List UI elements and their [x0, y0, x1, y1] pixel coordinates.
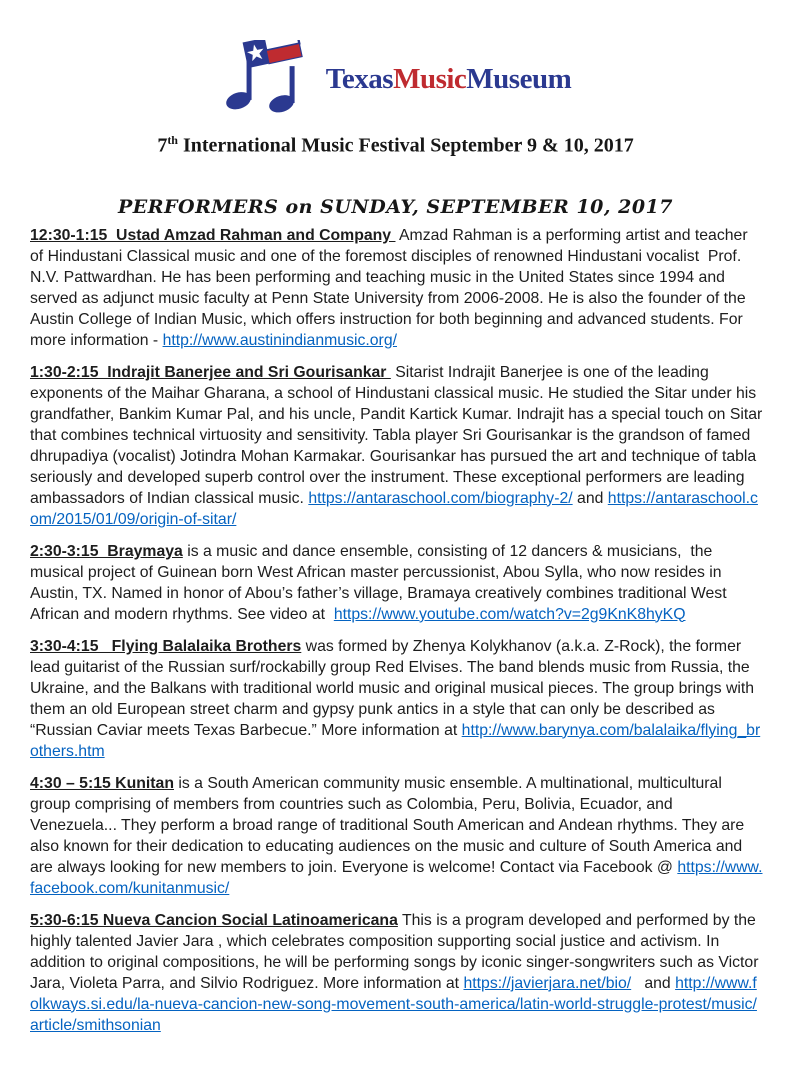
performer-text: Amzad Rahman is a performing artist and teacher of Hindustani Classical music and one of the foremost disciples of renowned Hindustani vocalist Prof. N.V. Pattwardhan. He has been performing and teaching music in the United States since 1994 and served as adjunct music faculty at Penn State University from 2006-2008. He is also the founder of the Austin College of Indian Music, which offers instruction for both beginning and advanced students. For more information - [30, 226, 752, 349]
performer-text: Sitarist Indrajit Banerjee is one of the leading exponents of the Maihar Gharana, a school of Hindustani classical music. He studied the Sitar under his grandfather, Bankim Kumar Pal, and his uncle, Pandit Kartick Kumar. Indrajit has a special touch on Sitar that combines technical virtuosity and sensitivity. Tabla player Sri Gourisankar is the grandson of famed dhrupadiya (vocalist) Jotindra Mohan Karmakar. Gourisankar has pursued the art and technique of tabla seriously and developed superb control over the instrument. These exceptional performers are leading ambassadors of Indian classical music. [30, 363, 767, 507]
performer-link[interactable]: https://www.youtube.com/watch?v=2g9KnK8hyKQ [333, 605, 686, 623]
logo [0, 42, 791, 116]
performers-list [0, 220, 791, 1036]
performer-link[interactable]: https://www.facebook.com/kunitanmusic/ [30, 858, 763, 897]
performer-link[interactable]: http://www.folkways.si.edu/la-nueva-cancion-new-song-movement-south-america/latin-world-struggle-protest/music/article/smithsonian [30, 974, 757, 1034]
performer-link[interactable]: https://javierjara.net/bio/ [463, 974, 632, 992]
performers-subtitle: PERFORMERS on SUNDAY, SEPTEMBER 10, 2017 [117, 195, 674, 218]
logo-word-museum: Museum [466, 62, 572, 95]
performer-heading: 5:30-6:15 Nueva Cancion Social Latinoamericana [30, 911, 398, 929]
performer-text: is a music and dance ensemble, consisting of 12 dancers & musicians, the musical project of Guinean born West African master percussionist, Abou Sylla, who now resides in Austin, TX. Named in honor of Abou’s father’s village, Bramaya creatively combines traditional West African and modern rhythms. See video at [30, 542, 731, 623]
performer-text: and [631, 974, 676, 992]
performer-entry [30, 541, 763, 625]
logo-word-texas: Texas [325, 62, 394, 95]
performer-link[interactable]: http://www.austinindianmusic.org/ [162, 331, 397, 349]
performer-text: This is a program developed and performed by the highly talented Javier Jara , which celebrates composition supporting social justice and activism. In addition to original compositions, he will be performing songs by iconic singer-songwriters such as Victor Jara, Violeta Parra, and Silvio Rodriguez. More information at [30, 911, 763, 992]
performer-entry [30, 636, 763, 762]
performer-link[interactable]: https://antaraschool.com/2015/01/09/origin-of-sitar/ [30, 489, 758, 528]
performer-link[interactable]: https://antaraschool.com/biography-2/ [308, 489, 573, 507]
performer-heading: 4:30 – 5:15 Kunitan [30, 774, 174, 792]
performer-text: was formed by Zhenya Kolykhanov (a.k.a. Z-Rock), the former lead guitarist of the Russian surf/rockabilly group Red Elvises. The band blends music from Russia, the Ukraine, and the Balkans with traditional world music and original musical pieces. The group brings with them an old European street charm and gypsy punk antics in a style that can only be described as “Russian Caviar meets Texas Barbecue.” More information at [30, 637, 759, 739]
performer-entry [30, 362, 767, 530]
performer-link[interactable]: http://www.barynya.com/balalaika/flying_brothers.htm [30, 721, 761, 760]
performer-entry [30, 910, 763, 1036]
performer-heading: 2:30-3:15 Braymaya [30, 542, 183, 560]
performer-entry [30, 773, 763, 899]
title-rest: International Music Festival September 9 & 10, 2017 [177, 134, 634, 157]
performer-heading: 12:30-1:15 Ustad Amzad Rahman and Company [30, 226, 396, 244]
title-prefix: 7 [157, 134, 168, 157]
page-title [0, 128, 791, 158]
performer-text: and [572, 489, 608, 507]
performer-text: is a South American community music ensemble. A multinational, multicultural group comprising of members from countries such as Colombia, Peru, Bolivia, Ecuador, and Venezuela... They perform a broad range of traditional South American and Andean rhythms. They are also known for their dedication to educating audiences on the music and culture of South America and are always looking for new members to join. Everyone is welcome! Contact via Facebook @ [30, 774, 749, 876]
logo-word-music: Music [393, 62, 467, 95]
performer-heading: 1:30-2:15 Indrajit Banerjee and Sri Gourisankar [30, 363, 391, 381]
music-notes-texas-flag-icon [220, 40, 320, 118]
logo-wordmark [326, 63, 572, 96]
performer-entry [30, 225, 763, 351]
title-superscript: th [167, 133, 178, 147]
performer-heading: 3:30-4:15 Flying Balalaika Brothers [30, 637, 302, 655]
